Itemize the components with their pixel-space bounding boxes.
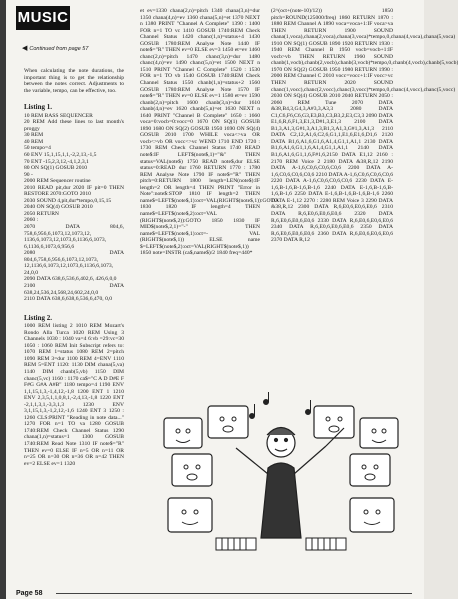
column-left xyxy=(24,68,124,467)
code-line: 10 REM BASS SEQUENCER xyxy=(24,112,93,119)
column-right xyxy=(271,8,458,244)
code-line: 2010 READ pit,dur 2020 IF pit=0 THEN RESTORE 2070:GOTO 2010 xyxy=(24,184,124,198)
code-line: 2030 SOUND 4,pit,dur*tempo,0,15,15 xyxy=(24,197,112,204)
code-line: 60 ENV 15,1,15,1,1,-2,2,13,-1,5 xyxy=(24,152,97,159)
continued-note xyxy=(22,44,88,52)
code-line: 2100 DATA 638,24,536,24,568,24,602,24,0,0 xyxy=(24,282,124,296)
column-middle xyxy=(140,8,278,257)
code-line: 2060 : xyxy=(24,217,39,224)
page-number: Page 58 xyxy=(16,590,43,597)
listing2-code xyxy=(24,323,124,467)
section-header: MUSIC xyxy=(16,6,70,30)
code-line: 20 REM Add these lines to last month's proggy xyxy=(24,119,124,132)
arrow-left-icon: ◀ xyxy=(22,45,28,52)
listing1-code xyxy=(24,113,124,303)
code-line: 80 ON SQ(1) GOSUB 2010 xyxy=(24,165,88,172)
code-line: 2080 DATA 804,6,758,6,956,6,1073,12,1073, 12,1136,6,1073,12,1073,6,1136,6,1073, 24,0,0 xyxy=(24,250,124,276)
intro-paragraph: When calculating the note durations, the important thing is to get the relationship between the notes correct. Adjustments to the variable, tempo, can be effective, too. xyxy=(24,68,124,94)
code-line: 2110 DATA 638,6,638,6,536,6,470, 0,0 xyxy=(24,296,113,303)
code-line: 2090 DATA 638,6,536,6,402,6, 426,6,0,0 xyxy=(24,276,117,283)
code-line: 2050 RETURN xyxy=(24,210,59,217)
code-line: 30 REM xyxy=(24,132,44,139)
code-line: 40 REM xyxy=(24,138,44,145)
code-line: 2000 REM Sequencer routine xyxy=(24,178,91,185)
footer-rule xyxy=(56,593,412,594)
code-line: 50 tempo=4 xyxy=(24,145,51,152)
code-line: 2070 DATA 804,6, 758,6,956,6,1073,12,1073,12, 1136,6,1073,12,1073,6,1136,6,1073, 6,1136,6,1073,6,956,6 xyxy=(24,224,124,250)
listing2-heading: Listing 2. xyxy=(24,313,53,322)
code-line: 1000 REM listing 2 1010 REM Mozart's Rondo Alla Turca 1020 REM Using 3 Channels 1030 : 1040 va=4 6:vb =29:vc=30 1050 : 1060 REM Init Subscript refers to: 1070 REM 1=status 1080 REM 2=pitch 1090 REM 3=dur 1100 REM 4=ENV 1110 REM 5=ENT 1120: 1130 DIM chana(5,va) 1140 DIM chanb(5,vb) 1150 DIM chanc(5,vc) 1160 : 1170 ca$="C A D D#E F F#G G#A A#B" 1180 tempo=4 1190 ENV 1,1,15,1,3,-1,4,12,-1,8 1200 ENT 1 1210 ENV 2,3,5,1,1,0,8,1,-2,4,13,-1,8 1220 ENT -2,1,1,3,1,-3,3,1,3 1230 ENV 3,1,15,1,3,-1,2,12,-1,6 1240 ENT 3 1250 : 1260 CLS:PRINT "Reading in note data..." 1270 FOR n=1 TO va 1280 GOSUB 1740:REM Check Channel Status 1290 chana(1,n)=status=1 1300 GOSUB 1740:REM Read Note 1310 IF note$="R" THEN ev=0 ELSE IF n=5 OR n=11 OR n=25 OR n=30 OR n=36 OR n=42 THEN ev=2 ELSE ev=1 1320 xyxy=(24,323,124,467)
continued-label: Continued from page 57 xyxy=(29,46,89,52)
code-line: (2^(oct+(note-10)/12)) 1850 pitch=ROUND(125000/freq) 1860 RETURN 1870 : 1880 REM Channel A 1890 voca=voca+1:IF voca>va THEN RETURN 1900 SOUND chana(1,voca),chana(2,voca),chana(3,voca)*tempo,0,chana(4,voca),chana(5,voca) 1910 ON SQ(1) GOSUB 1890 1920 RETURN 1930 : 1940 REM Channel B 1950 vocb=vocb+1:IF vocb>vb THEN RETURN 1960 SOUND chanb(1,vocb),chanb(2,vocb),chanb(3,vocb)*tempo,0,chanb(4,vocb),chanb(5,vocb) 1970 ON SQ(2) GOSUB 1950 1980 RETURN 1990 : 2000 REM Channel C 2010 vocc=vocc+1:IF vocc>vc THEN RETURN 2020 SOUND chanc(1,vocc),chanc(2,vocc),chanc(3,vocc)*tempo,0,chanc(4,vocc),chanc(5,vocc) 2030 ON SQ(4) GOSUB 2010 2040 RETURN 2050 : 2060 REM Tune 2070 DATA &38,B4,3,G4,3,A#3,3,A3,3 2080 DATA C1,C6,F6,C6,G3,E3,B3,C3,B3,2,E3,C3,3 2090 DATA E1,6,R,6,F1,3,E1,3,D#1,3,E1,3 2100 DATA B1,3,A1,3,G#1,3,A1,3,B1,3,A1,3,G#1,3,A1,3 2110 DATA C2,12,A1,6,C2,6,G1,1,E1,6,E1,6,D1,6 2120 DATA B1,6,A1,6,G1,6,A1,4,G1,1,A1,1 2130 DATA B1,6,A1,6,G1,1,6,A1,4,G1,1,A1,1 2140 DATA B1,6,A1,6,G1,1,6,F#1,6,2150 DATA E1,12 2160 : 2170 REM Voice 2 2180 DATA &38,R,12 2190 DATA A-1,6,C0,6,C0,6,C0,6 2200 DATA A-1,6,C0,6,C0,6,C0,6 2210 DATA A-1,6,C0,6,C0,6,C0,6 2220 DATA A-1,6,C0,6,C0,6,C0,6 2230 DATA E-1,6,B-1,6,B-1,6,B-1,6 2240 DATA E-1,6,B-1,6,B-1,6,B-1,6 2250 DATA E-1,6,B-1,6,B-1,6,B-1,6 2260 DATA E-1,12 2270 : 2280 REM Voice 3 2290 DATA &38,R,12 2300 DATA R,6,E0,6,E0,6,E0,6 2310 DATA R,6,E0,6,E0,6,E0,6 2320 DATA R,6,E0,6,E0,6,E0,6 2330 DATA R,6,E0,6,E0,6,E0,6 2340 DATA R,6,E0,6,E0,6,E0,6 2350 DATA R,6,E0,6,E0,6,E0,6 2360 DATA R,6,E0,6,E0,6,E0,6 2370 DATA R,12 xyxy=(271,8,458,244)
code-line: 70 ENT -15,2,3,12,-4,1,2,3,1 xyxy=(24,158,89,165)
listing2-code-continued-2 xyxy=(271,8,458,244)
listing2-code-continued xyxy=(140,8,278,257)
code-line: 2040 ON SQ(4) GOSUB 2010 xyxy=(24,204,93,211)
cartoon-illustration xyxy=(156,388,406,568)
listing1-heading: Listing 1. xyxy=(24,103,53,112)
code-line: 90 - xyxy=(24,171,33,178)
code-line: et ev=1330 chana(2,n)=pitch 1340 chana(3,n)=dur 1350 chana(4,n)=ev 1360 chana(5,n)=et 1370 NEXT n 1380 PRINT "Channel A Complete" 1390 : 1400 FOR n=1 TO vc 1410 GOSUB 1740:REM Check Channel Status 1420 chanc(1,n)=status+4 1430 GOSUB 1780:REM Analyse Note 1440 IF note$="R" THEN ev=0 ELSE ev=3 1450 et=ev 1460 chanc(2,n)=pitch 1470 chanc(3,n)=dur 1480 chanc(4,n)=ev 1490 chanc(5,n)=et 1500 NEXT n 1510 PRINT "Channel C Complete" 1520 : 1530 FOR n=1 TO vb 1540 GOSUB 1740:REM Check Channel Status 1550 chanb(1,n)=status+2 1560 GOSUB 1780:REM Analyse Note 1570 IF note$="R" THEN ev=0 ELSE ev=1 1580 et=ev 1590 chanb(2,n)=pitch 1600 chanb(3,n)=dur 1610 chanb(4,n)=ev 1620 chanb(5,n)=et 1630 NEXT n 1640 PRINT "Channel B Complete" 1650 : 1660 voca=0:vocb=0:vocc=0 1670 ON SQ(1) GOSUB 1890 1680 ON SQ(2) GOSUB 1950 1690 ON SQ(4) GOSUB 2010 1700 WHILE voca<>va OR vocb<>vb OR vocc<>vc WEND 1710 END 1720 : 1730 REM Check Channel Status 1740 READ note$:IF LEFT$(note$,1)="&" THEN status=VAL(note$) 1750 READ note$,dur ELSE status=0:READ dur 1760 RETURN 1770 : 1780 REM Analyse Note 1790 IF note$="R" THEN pitch=0:RETURN 1800 length=LEN(note$):IF length=2 OR length=4 THEN PRINT "Error in Note":note$:STOP 1810 IF length=2 THEN name$=LEFT$(note$,1):oct=VAL(RIGHT$(note$,1)):GOTO 1830 1820 IF length=4 THEN name$=LEFT$(note$,2):oct=VAL (RIGHT$(note$,2)):GOTO 1850 1830 IF MID$(note$,2,1)="-" THEN name$=LEFT$(note$,1):oct=- VAL (RIGHT$(note$,1)) ELSE name $=LEFT$(note$,2):oct=VAL(RIGHT$(note$,1)) 1850 note=INSTR (ca$,name$)/2 1840 freq=440* xyxy=(140,8,278,257)
